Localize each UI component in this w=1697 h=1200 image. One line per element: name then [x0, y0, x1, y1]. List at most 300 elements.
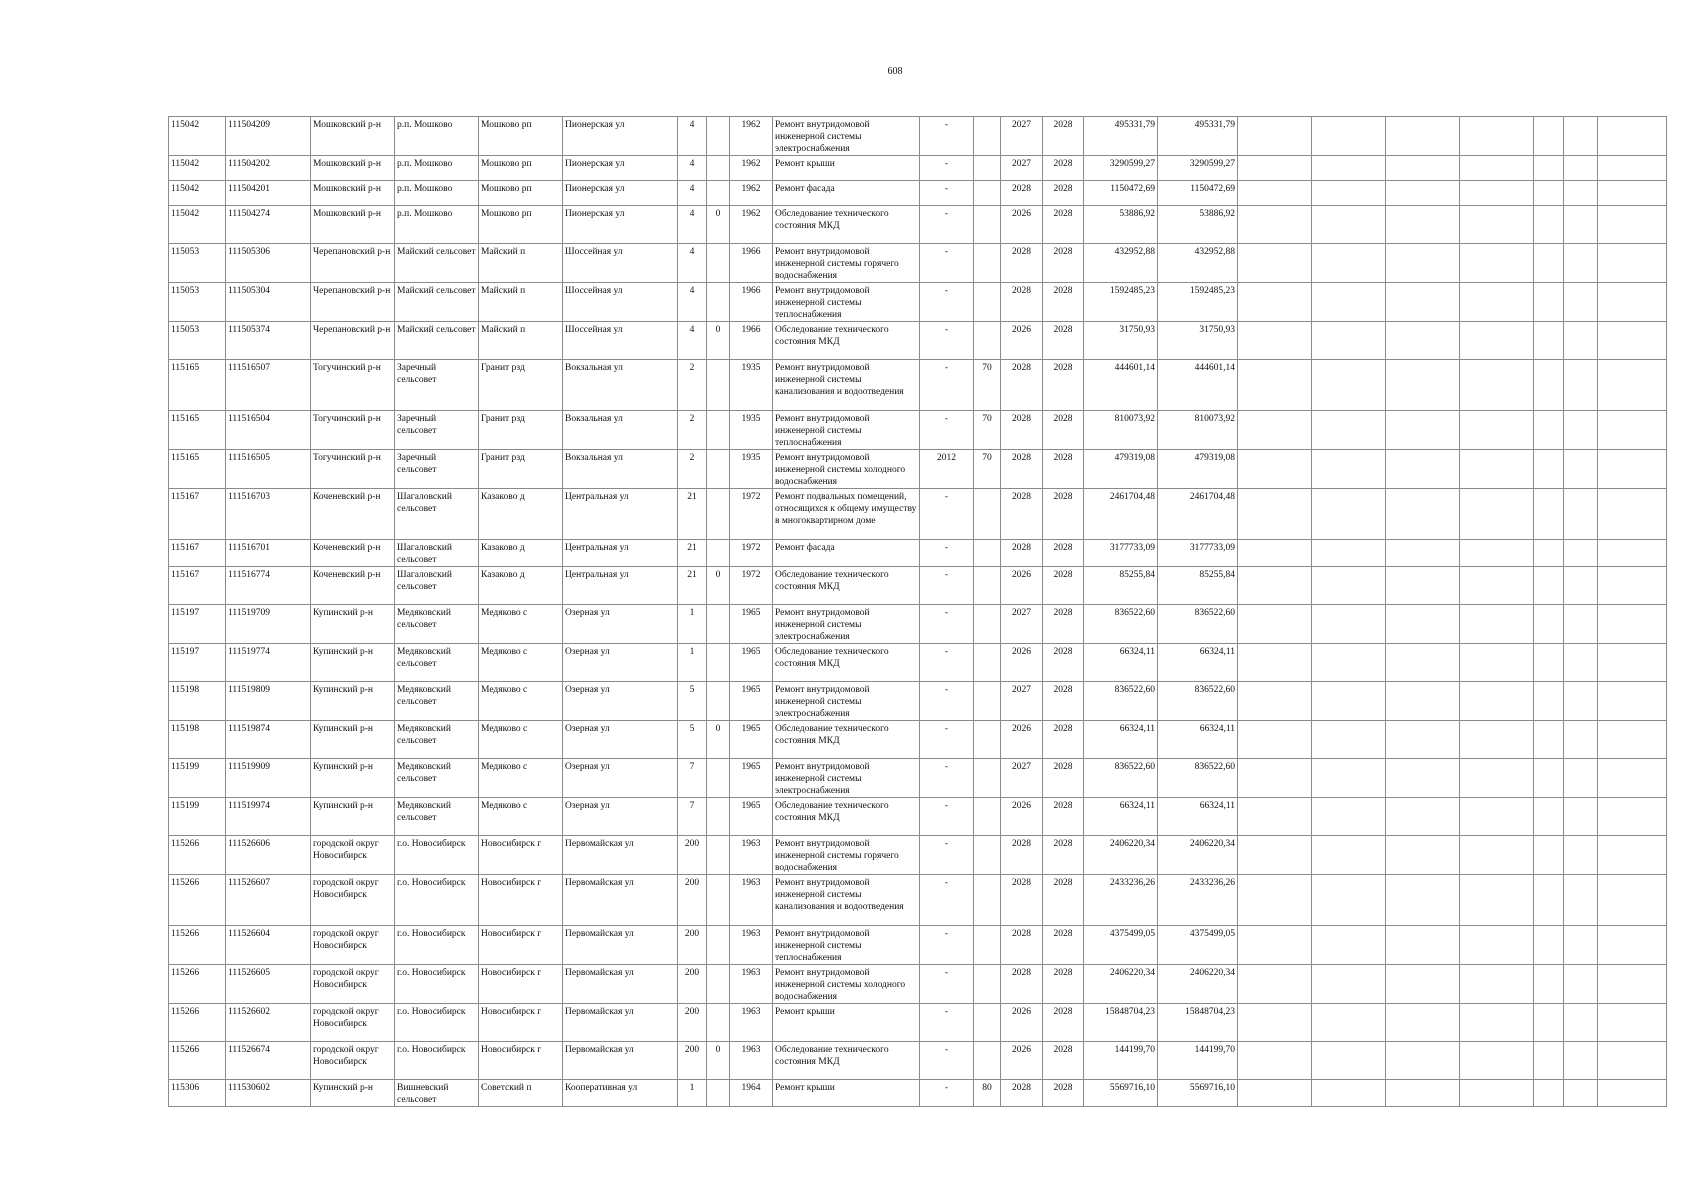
cell-empty — [1534, 489, 1564, 540]
cell-empty — [1534, 360, 1564, 411]
table-row — [169, 206, 1667, 244]
cell-wear-percent: 70 — [974, 411, 1001, 450]
cell-municipality: г.о. Новосибирск — [395, 926, 479, 965]
cell-empty — [1534, 798, 1564, 836]
cell-total-cost: 53886,92 — [1158, 206, 1238, 244]
cell-house-number: 7 — [678, 759, 707, 798]
cell-build-year: 1965 — [730, 682, 773, 721]
cell-cost: 66324,11 — [1084, 798, 1158, 836]
cell-district: Мошковский р-н — [311, 156, 395, 181]
cell-plan-start-year: 2026 — [1001, 644, 1043, 682]
cell-empty — [1460, 721, 1534, 759]
cell-empty — [1238, 360, 1312, 411]
cell-street: Кооперативная ул — [563, 1080, 678, 1107]
cell-reg-number: 115165 — [169, 360, 226, 411]
cell-municipality: Шагаловский сельсовет — [395, 567, 479, 605]
cell-reg-number: 115266 — [169, 965, 226, 1004]
table-row — [169, 283, 1667, 322]
cell-house-number: 200 — [678, 926, 707, 965]
cell-plan-end-year: 2028 — [1043, 360, 1084, 411]
cell-cost: 15848704,23 — [1084, 1004, 1158, 1042]
cell-plan-end-year: 2028 — [1043, 644, 1084, 682]
cell-empty — [1238, 206, 1312, 244]
cell-empty — [1598, 1080, 1667, 1107]
cell-plan-start-year: 2028 — [1001, 489, 1043, 540]
cell-empty — [1598, 798, 1667, 836]
cell-empty — [1386, 206, 1460, 244]
cell-empty — [1534, 682, 1564, 721]
cell-build-year: 1965 — [730, 605, 773, 644]
cell-cost: 2461704,48 — [1084, 489, 1158, 540]
cell-flag — [707, 411, 730, 450]
cell-reg-number: 115198 — [169, 682, 226, 721]
cell-wear-percent — [974, 836, 1001, 875]
cell-empty — [1312, 759, 1386, 798]
cell-locality: Гранит рзд — [479, 411, 563, 450]
cell-empty — [1534, 156, 1564, 181]
cell-empty — [1534, 644, 1564, 682]
cell-empty — [1312, 117, 1386, 156]
cell-house-number: 21 — [678, 540, 707, 567]
cell-total-cost: 1592485,23 — [1158, 283, 1238, 322]
cell-locality: Майский п — [479, 322, 563, 360]
cell-last-repair-year: - — [920, 117, 974, 156]
table-row — [169, 450, 1667, 489]
cell-empty — [1598, 605, 1667, 644]
cell-last-repair-year: - — [920, 540, 974, 567]
cell-locality: Мошково рп — [479, 117, 563, 156]
cell-empty — [1238, 1080, 1312, 1107]
cell-cost: 3290599,27 — [1084, 156, 1158, 181]
cell-plan-end-year: 2028 — [1043, 1042, 1084, 1080]
cell-empty — [1534, 836, 1564, 875]
cell-work-id: 111504209 — [226, 117, 311, 156]
cell-house-number: 2 — [678, 360, 707, 411]
table-row — [169, 644, 1667, 682]
cell-wear-percent — [974, 875, 1001, 926]
cell-street: Первомайская ул — [563, 875, 678, 926]
cell-cost: 2406220,34 — [1084, 836, 1158, 875]
cell-plan-start-year: 2026 — [1001, 798, 1043, 836]
cell-empty — [1564, 181, 1598, 206]
cell-work-id: 111505374 — [226, 322, 311, 360]
cell-empty — [1386, 411, 1460, 450]
cell-empty — [1238, 682, 1312, 721]
cell-empty — [1598, 360, 1667, 411]
cell-plan-end-year: 2028 — [1043, 836, 1084, 875]
cell-municipality: Медяковский сельсовет — [395, 644, 479, 682]
cell-reg-number: 115053 — [169, 283, 226, 322]
cell-empty — [1534, 567, 1564, 605]
cell-last-repair-year: - — [920, 682, 974, 721]
cell-empty — [1598, 489, 1667, 540]
cell-empty — [1564, 450, 1598, 489]
cell-work-type: Обследование технического состояния МКД — [773, 206, 920, 244]
cell-district: городской округ Новосибирск — [311, 926, 395, 965]
cell-total-cost: 66324,11 — [1158, 798, 1238, 836]
cell-flag — [707, 759, 730, 798]
cell-empty — [1598, 283, 1667, 322]
cell-total-cost: 4375499,05 — [1158, 926, 1238, 965]
cell-empty — [1460, 1080, 1534, 1107]
cell-empty — [1534, 117, 1564, 156]
cell-build-year: 1962 — [730, 117, 773, 156]
cell-empty — [1312, 605, 1386, 644]
cell-empty — [1534, 206, 1564, 244]
cell-flag — [707, 360, 730, 411]
cell-empty — [1238, 117, 1312, 156]
cell-build-year: 1963 — [730, 926, 773, 965]
table-row — [169, 1004, 1667, 1042]
cell-empty — [1460, 322, 1534, 360]
table-row — [169, 322, 1667, 360]
cell-work-type: Ремонт крыши — [773, 1004, 920, 1042]
table-row — [169, 360, 1667, 411]
cell-cost: 53886,92 — [1084, 206, 1158, 244]
cell-cost: 836522,60 — [1084, 682, 1158, 721]
cell-build-year: 1965 — [730, 721, 773, 759]
cell-wear-percent — [974, 489, 1001, 540]
cell-plan-start-year: 2027 — [1001, 156, 1043, 181]
cell-empty — [1312, 1042, 1386, 1080]
cell-empty — [1312, 283, 1386, 322]
cell-build-year: 1966 — [730, 244, 773, 283]
cell-total-cost: 479319,08 — [1158, 450, 1238, 489]
cell-empty — [1238, 798, 1312, 836]
cell-last-repair-year: - — [920, 206, 974, 244]
cell-empty — [1564, 206, 1598, 244]
cell-build-year: 1972 — [730, 489, 773, 540]
cell-empty — [1598, 117, 1667, 156]
cell-district: Тогучинский р-н — [311, 411, 395, 450]
cell-plan-end-year: 2028 — [1043, 450, 1084, 489]
cell-locality: Мошково рп — [479, 181, 563, 206]
cell-locality: Медяково с — [479, 644, 563, 682]
cell-total-cost: 432952,88 — [1158, 244, 1238, 283]
cell-last-repair-year: - — [920, 156, 974, 181]
cell-work-type: Ремонт внутридомовой инженерной системы электроснабжения — [773, 117, 920, 156]
cell-work-type: Ремонт внутридомовой инженерной системы горячего водоснабжения — [773, 244, 920, 283]
cell-total-cost: 31750,93 — [1158, 322, 1238, 360]
cell-empty — [1312, 721, 1386, 759]
table-row — [169, 181, 1667, 206]
cell-plan-start-year: 2028 — [1001, 181, 1043, 206]
cell-empty — [1564, 1080, 1598, 1107]
cell-empty — [1312, 836, 1386, 875]
cell-house-number: 200 — [678, 875, 707, 926]
cell-wear-percent — [974, 1042, 1001, 1080]
cell-work-type: Ремонт внутридомовой инженерной системы холодного водоснабжения — [773, 965, 920, 1004]
cell-reg-number: 115266 — [169, 1004, 226, 1042]
cell-empty — [1238, 1042, 1312, 1080]
cell-build-year: 1935 — [730, 360, 773, 411]
cell-cost: 810073,92 — [1084, 411, 1158, 450]
cell-empty — [1460, 283, 1534, 322]
cell-last-repair-year: - — [920, 965, 974, 1004]
cell-work-id: 111530602 — [226, 1080, 311, 1107]
cell-empty — [1534, 411, 1564, 450]
cell-wear-percent: 80 — [974, 1080, 1001, 1107]
cell-empty — [1386, 875, 1460, 926]
cell-empty — [1386, 450, 1460, 489]
cell-plan-end-year: 2028 — [1043, 605, 1084, 644]
cell-district: Коченевский р-н — [311, 540, 395, 567]
cell-empty — [1564, 759, 1598, 798]
cell-plan-end-year: 2028 — [1043, 759, 1084, 798]
cell-work-id: 111519809 — [226, 682, 311, 721]
cell-wear-percent — [974, 206, 1001, 244]
table-row — [169, 1042, 1667, 1080]
cell-empty — [1564, 540, 1598, 567]
table-row — [169, 875, 1667, 926]
cell-house-number: 4 — [678, 322, 707, 360]
cell-empty — [1460, 244, 1534, 283]
cell-build-year: 1965 — [730, 644, 773, 682]
cell-work-id: 111505304 — [226, 283, 311, 322]
cell-empty — [1312, 489, 1386, 540]
cell-plan-start-year: 2028 — [1001, 540, 1043, 567]
cell-district: городской округ Новосибирск — [311, 875, 395, 926]
cell-plan-end-year: 2028 — [1043, 411, 1084, 450]
cell-empty — [1312, 411, 1386, 450]
cell-plan-end-year: 2028 — [1043, 489, 1084, 540]
cell-flag — [707, 244, 730, 283]
cell-house-number: 7 — [678, 798, 707, 836]
cell-locality: Медяково с — [479, 759, 563, 798]
cell-empty — [1238, 567, 1312, 605]
cell-plan-end-year: 2028 — [1043, 965, 1084, 1004]
cell-empty — [1598, 206, 1667, 244]
cell-locality: Новосибирск г — [479, 875, 563, 926]
cell-plan-start-year: 2026 — [1001, 1004, 1043, 1042]
cell-locality: Новосибирск г — [479, 836, 563, 875]
cell-build-year: 1963 — [730, 875, 773, 926]
cell-cost: 3177733,09 — [1084, 540, 1158, 567]
cell-empty — [1386, 605, 1460, 644]
cell-total-cost: 2433236,26 — [1158, 875, 1238, 926]
cell-empty — [1534, 1080, 1564, 1107]
cell-reg-number: 115042 — [169, 156, 226, 181]
cell-work-type: Обследование технического состояния МКД — [773, 322, 920, 360]
cell-house-number: 2 — [678, 411, 707, 450]
cell-work-type: Ремонт внутридомовой инженерной системы теплоснабжения — [773, 411, 920, 450]
cell-district: Тогучинский р-н — [311, 360, 395, 411]
cell-flag — [707, 540, 730, 567]
cell-work-id: 111526604 — [226, 926, 311, 965]
cell-municipality: Заречный сельсовет — [395, 450, 479, 489]
cell-flag — [707, 605, 730, 644]
cell-work-id: 111519974 — [226, 798, 311, 836]
cell-municipality: Медяковский сельсовет — [395, 798, 479, 836]
table-row — [169, 605, 1667, 644]
cell-last-repair-year: 2012 — [920, 450, 974, 489]
cell-empty — [1238, 644, 1312, 682]
cell-last-repair-year: - — [920, 644, 974, 682]
cell-flag: 0 — [707, 206, 730, 244]
cell-street: Пионерская ул — [563, 156, 678, 181]
cell-total-cost: 836522,60 — [1158, 759, 1238, 798]
cell-empty — [1564, 322, 1598, 360]
cell-work-type: Ремонт внутридомовой инженерной системы электроснабжения — [773, 605, 920, 644]
cell-flag: 0 — [707, 1042, 730, 1080]
cell-empty — [1312, 1004, 1386, 1042]
cell-reg-number: 115266 — [169, 875, 226, 926]
cell-municipality: Шагаловский сельсовет — [395, 489, 479, 540]
cell-flag — [707, 181, 730, 206]
cell-work-type: Ремонт внутридомовой инженерной системы электроснабжения — [773, 759, 920, 798]
cell-municipality: р.п. Мошково — [395, 181, 479, 206]
table-row — [169, 244, 1667, 283]
cell-street: Озерная ул — [563, 682, 678, 721]
cell-street: Озерная ул — [563, 798, 678, 836]
cell-locality: Медяково с — [479, 605, 563, 644]
cell-empty — [1534, 181, 1564, 206]
cell-empty — [1460, 450, 1534, 489]
cell-district: городской округ Новосибирск — [311, 1042, 395, 1080]
cell-street: Озерная ул — [563, 721, 678, 759]
table-row — [169, 759, 1667, 798]
cell-work-type: Ремонт внутридомовой инженерной системы канализования и водоотведения — [773, 360, 920, 411]
cell-locality: Гранит рзд — [479, 450, 563, 489]
cell-build-year: 1962 — [730, 181, 773, 206]
cell-total-cost: 144199,70 — [1158, 1042, 1238, 1080]
cell-build-year: 1963 — [730, 1004, 773, 1042]
cell-reg-number: 115266 — [169, 836, 226, 875]
cell-empty — [1460, 181, 1534, 206]
cell-cost: 85255,84 — [1084, 567, 1158, 605]
cell-plan-end-year: 2028 — [1043, 206, 1084, 244]
cell-municipality: Вишневский сельсовет — [395, 1080, 479, 1107]
cell-locality: Новосибирск г — [479, 965, 563, 1004]
cell-plan-start-year: 2028 — [1001, 965, 1043, 1004]
cell-work-id: 111516504 — [226, 411, 311, 450]
cell-empty — [1386, 489, 1460, 540]
cell-work-type: Ремонт внутридомовой инженерной системы горячего водоснабжения — [773, 836, 920, 875]
cell-flag — [707, 875, 730, 926]
cell-cost: 144199,70 — [1084, 1042, 1158, 1080]
cell-locality: Новосибирск г — [479, 1042, 563, 1080]
cell-total-cost: 66324,11 — [1158, 644, 1238, 682]
cell-last-repair-year: - — [920, 489, 974, 540]
cell-empty — [1564, 605, 1598, 644]
cell-district: Купинский р-н — [311, 605, 395, 644]
cell-empty — [1598, 244, 1667, 283]
cell-empty — [1460, 117, 1534, 156]
cell-total-cost: 66324,11 — [1158, 721, 1238, 759]
cell-empty — [1460, 759, 1534, 798]
cell-cost: 1150472,69 — [1084, 181, 1158, 206]
cell-empty — [1598, 1042, 1667, 1080]
cell-wear-percent — [974, 605, 1001, 644]
cell-house-number: 1 — [678, 1080, 707, 1107]
cell-work-type: Обследование технического состояния МКД — [773, 1042, 920, 1080]
cell-total-cost: 2406220,34 — [1158, 836, 1238, 875]
cell-cost: 66324,11 — [1084, 721, 1158, 759]
cell-build-year: 1963 — [730, 836, 773, 875]
cell-empty — [1312, 798, 1386, 836]
cell-work-id: 111516774 — [226, 567, 311, 605]
cell-empty — [1564, 926, 1598, 965]
cell-plan-start-year: 2028 — [1001, 411, 1043, 450]
cell-empty — [1564, 156, 1598, 181]
cell-district: Купинский р-н — [311, 798, 395, 836]
cell-empty — [1312, 644, 1386, 682]
cell-street: Пионерская ул — [563, 181, 678, 206]
cell-wear-percent — [974, 244, 1001, 283]
cell-house-number: 200 — [678, 1042, 707, 1080]
cell-flag — [707, 1080, 730, 1107]
cell-empty — [1238, 156, 1312, 181]
cell-work-id: 111516701 — [226, 540, 311, 567]
cell-empty — [1238, 759, 1312, 798]
cell-wear-percent — [974, 759, 1001, 798]
cell-empty — [1386, 721, 1460, 759]
cell-empty — [1598, 450, 1667, 489]
cell-empty — [1386, 567, 1460, 605]
cell-empty — [1312, 322, 1386, 360]
cell-plan-start-year: 2028 — [1001, 283, 1043, 322]
cell-municipality: г.о. Новосибирск — [395, 1004, 479, 1042]
cell-work-type: Ремонт крыши — [773, 1080, 920, 1107]
cell-street: Первомайская ул — [563, 1042, 678, 1080]
cell-municipality: г.о. Новосибирск — [395, 965, 479, 1004]
cell-wear-percent: 70 — [974, 450, 1001, 489]
cell-plan-end-year: 2028 — [1043, 875, 1084, 926]
cell-total-cost: 2461704,48 — [1158, 489, 1238, 540]
cell-flag — [707, 117, 730, 156]
cell-reg-number: 115167 — [169, 540, 226, 567]
cell-wear-percent — [974, 682, 1001, 721]
cell-street: Озерная ул — [563, 759, 678, 798]
cell-build-year: 1935 — [730, 411, 773, 450]
cell-locality: Майский п — [479, 244, 563, 283]
cell-plan-end-year: 2028 — [1043, 283, 1084, 322]
cell-house-number: 200 — [678, 1004, 707, 1042]
cell-plan-start-year: 2026 — [1001, 206, 1043, 244]
cell-wear-percent — [974, 283, 1001, 322]
cell-wear-percent — [974, 1004, 1001, 1042]
cell-empty — [1238, 181, 1312, 206]
cell-empty — [1534, 1042, 1564, 1080]
cell-locality: Новосибирск г — [479, 1004, 563, 1042]
cell-municipality: Шагаловский сельсовет — [395, 540, 479, 567]
cell-plan-start-year: 2026 — [1001, 322, 1043, 360]
cell-empty — [1564, 411, 1598, 450]
cell-wear-percent — [974, 540, 1001, 567]
cell-plan-end-year: 2028 — [1043, 322, 1084, 360]
cell-empty — [1598, 1004, 1667, 1042]
cell-build-year: 1963 — [730, 1042, 773, 1080]
cell-plan-end-year: 2028 — [1043, 798, 1084, 836]
cell-empty — [1564, 283, 1598, 322]
table-row — [169, 489, 1667, 540]
cell-cost: 479319,08 — [1084, 450, 1158, 489]
cell-house-number: 4 — [678, 283, 707, 322]
cell-locality: Мошково рп — [479, 156, 563, 181]
cell-work-type: Ремонт внутридомовой инженерной системы канализования и водоотведения — [773, 875, 920, 926]
cell-cost: 1592485,23 — [1084, 283, 1158, 322]
cell-street: Пионерская ул — [563, 117, 678, 156]
cell-house-number: 1 — [678, 605, 707, 644]
cell-empty — [1386, 682, 1460, 721]
cell-last-repair-year: - — [920, 244, 974, 283]
cell-plan-end-year: 2028 — [1043, 682, 1084, 721]
table-row — [169, 721, 1667, 759]
table-row — [169, 567, 1667, 605]
cell-empty — [1460, 540, 1534, 567]
cell-empty — [1312, 360, 1386, 411]
cell-house-number: 200 — [678, 836, 707, 875]
